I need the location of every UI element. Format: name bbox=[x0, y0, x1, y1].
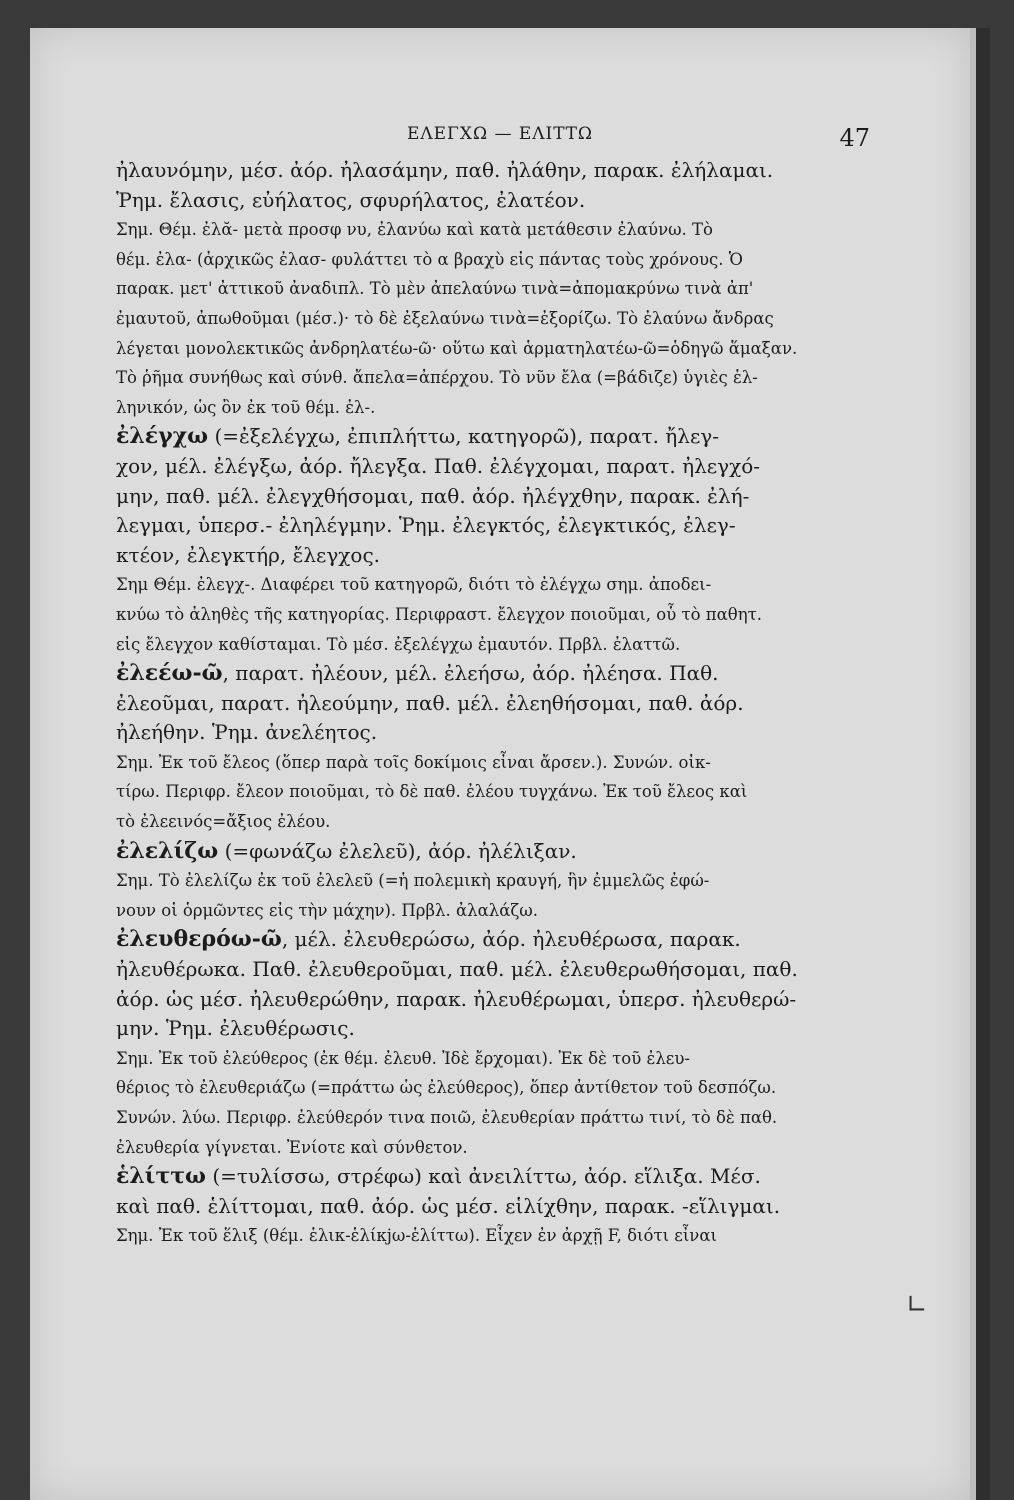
line-text: Σημ Θέμ. ἐλεγχ-. Διαφέρει τοῦ κατηγορῶ, διότι τὸ ἐλέγχω σημ. ἀποδει- bbox=[116, 575, 712, 595]
text-line bbox=[116, 1133, 886, 1163]
text-line bbox=[116, 482, 886, 512]
line-text: ληνικόν, ὡς ὂν ἐκ τοῦ θέμ. ἐλ-. bbox=[116, 397, 376, 417]
text-line bbox=[116, 1192, 886, 1222]
headword: ἐλελίζω bbox=[116, 837, 219, 864]
text-line bbox=[116, 215, 886, 245]
line-text: τὸ ἐλεεινός=ἄξιος ἐλέου. bbox=[116, 812, 331, 832]
text-line bbox=[116, 156, 886, 186]
text-line bbox=[116, 511, 886, 541]
line-text: Σημ. Ἐκ τοῦ ἔλεος (ὅπερ παρὰ τοῖς δοκίμοις εἶναι ἄρσεν.). Συνών. οἰκ- bbox=[116, 752, 711, 772]
line-text: μην, παθ. μέλ. ἐλεγχθήσομαι, παθ. ἀόρ. ἠλέγχθην, παρακ. ἐλή- bbox=[116, 483, 750, 508]
text-line bbox=[116, 748, 886, 778]
text-line bbox=[116, 837, 886, 867]
text-line bbox=[116, 689, 886, 719]
line-text: νουν οἱ ὁρμῶντες εἰς τὴν μάχην). Πρβλ. ἀλαλάζω. bbox=[116, 900, 538, 920]
headword: ἑλίττω bbox=[116, 1163, 206, 1190]
line-text: Σημ. Θέμ. ἐλᾰ- μετὰ προσφ νυ, ἐλανύω καὶ κατὰ μετάθεσιν ἐλαύνω. Τὸ bbox=[116, 220, 713, 240]
line-text: , παρατ. ἠλέουν, μέλ. ἐλεήσω, ἀόρ. ἠλέησα. Παθ. bbox=[222, 661, 719, 686]
text-line bbox=[116, 1103, 886, 1133]
text-line bbox=[116, 925, 886, 955]
text-line bbox=[116, 541, 886, 571]
line-text: ἠλαυνόμην, μέσ. ἀόρ. ἠλασάμην, παθ. ἠλάθην, παρακ. ἐλήλαμαι. bbox=[116, 158, 774, 182]
headword: ἐλεέω-ῶ bbox=[116, 660, 223, 687]
line-text: Τὸ ῥῆμα συνήθως καὶ σύνθ. ἄπελα=ἀπέρχου. Τὸ νῦν ἔλα (=βάδιζε) ὑγιὲς ἑλ- bbox=[116, 368, 758, 388]
line-text: λεγμαι, ὑπερσ.- ἐληλέγμην. Ῥημ. ἐλεγκτός, ἐλεγκτικός, ἐλεγ- bbox=[116, 513, 736, 538]
text-line bbox=[116, 245, 886, 275]
line-text: Σημ. Τὸ ἐλελίζω ἐκ τοῦ ἐλελεῦ (=ἡ πολεμικὴ κραυγή, ἣν ἐμμελῶς ἐφώ- bbox=[116, 871, 710, 891]
line-text: κτέον, ἐλεγκτήρ, ἔλεγχος. bbox=[116, 542, 381, 567]
text-line bbox=[116, 304, 886, 334]
text-line bbox=[116, 570, 886, 600]
line-text: τίρω. Περιφρ. ἔλεον ποιοῦμαι, τὸ δὲ παθ. ἐλέου τυγχάνω. Ἐκ τοῦ ἔλεος καὶ bbox=[116, 782, 748, 802]
scan-border bbox=[976, 28, 990, 1500]
line-text: Σημ. Ἐκ τοῦ ἕλιξ (θέμ. ἑλικ-ἑλίκjω-ἑλίττω). Εἶχεν ἐν ἀρχῇ F, διότι εἶναι bbox=[116, 1226, 717, 1246]
text-line bbox=[116, 630, 886, 660]
line-text: Συνών. λύω. Περιφρ. ἐλεύθερόν τινα ποιῶ, ἐλευθερίαν πράττω τινί, τὸ δὲ παθ. bbox=[116, 1108, 778, 1127]
line-text: Ῥημ. ἔλασις, εὐήλατος, σφυρήλατος, ἐλατέον. bbox=[116, 187, 586, 212]
line-text: χον, μέλ. ἐλέγξω, ἀόρ. ἤλεγξα. Παθ. ἐλέγχομαι, παρατ. ἠλεγχό- bbox=[116, 453, 761, 478]
text-line bbox=[116, 274, 886, 304]
line-text: ἀόρ. ὡς μέσ. ἠλευθερώθην, παρακ. ἠλευθέρωμαι, ὑπερσ. ἠλευθερώ- bbox=[116, 986, 797, 1011]
running-head: ΕΛΕΓΧΩ — ΕΛΙΤΤΩ bbox=[406, 124, 594, 144]
page-number: 47 bbox=[839, 124, 870, 152]
line-text: (=ἐξελέγχω, ἐπιπλήττω, κατηγορῶ), παρατ. ἤλεγ- bbox=[208, 424, 720, 449]
line-text: εἰς ἔλεγχον καθίσταμαι. Τὸ μέσ. ἐξελέγχω ἐμαυτόν. Πρβλ. ἐλαττῶ. bbox=[116, 634, 681, 654]
text-line bbox=[116, 1044, 886, 1074]
headword: ἐλευθερόω-ῶ bbox=[116, 926, 282, 953]
text-line bbox=[116, 600, 886, 630]
line-text: (=τυλίσσω, στρέφω) καὶ ἀνειλίττω, ἀόρ. εἵλιξα. Μέσ. bbox=[206, 1164, 761, 1189]
line-text: παρακ. μετ' ἀττικοῦ ἀναδιπλ. Τὸ μὲν ἀπελαύνω τινὰ=ἀπομακρύνω τινὰ ἀπ' bbox=[116, 279, 754, 299]
text-line bbox=[116, 896, 886, 926]
line-text: (=φωνάζω ἐλελεῦ), ἀόρ. ἠλέλιξαν. bbox=[218, 838, 577, 863]
line-text: καὶ παθ. ἑλίττομαι, παθ. ἀόρ. ὡς μέσ. εἱλίχθην, παρακ. -εἵλιγμαι. bbox=[116, 1193, 781, 1218]
page-text bbox=[116, 156, 886, 1251]
headword: ἐλέγχω bbox=[116, 423, 209, 450]
line-text: ἠλευθέρωκα. Παθ. ἐλευθεροῦμαι, παθ. μέλ. ἐλευθερωθήσομαι, παθ. bbox=[116, 957, 798, 982]
line-text: ἐλεοῦμαι, παρατ. ἠλεούμην, παθ. μέλ. ἐλεηθήσομαι, παθ. ἀόρ. bbox=[116, 690, 744, 715]
margin-mark: ∟ bbox=[906, 1290, 928, 1320]
text-line bbox=[116, 1073, 886, 1103]
text-line bbox=[116, 777, 886, 807]
text-line bbox=[116, 186, 886, 216]
line-text: ἠλεήθην. Ῥημ. ἀνελέητος. bbox=[116, 720, 378, 745]
text-line bbox=[116, 422, 886, 452]
text-line bbox=[116, 718, 886, 748]
text-line bbox=[116, 334, 886, 364]
text-line bbox=[116, 363, 886, 393]
text-line bbox=[116, 393, 886, 423]
line-text: , μέλ. ἐλευθερώσω, ἀόρ. ἠλευθέρωσα, παρακ. bbox=[281, 927, 741, 952]
text-line bbox=[116, 1014, 886, 1044]
line-text: θέριος τὸ ἐλευθεριάζω (=πράττω ὡς ἐλεύθερος), ὅπερ ἀντίθετον τοῦ δεσπόζω. bbox=[116, 1078, 777, 1098]
line-text: θέμ. ἐλα- (ἀρχικῶς ἐλασ- φυλάττει τὸ α βραχὺ εἰς πάντας τοὺς χρόνους. Ὁ bbox=[116, 249, 743, 269]
line-text: κνύω τὸ ἀληθὲς τῆς κατηγορίας. Περιφραστ. ἔλεγχον ποιοῦμαι, οὗ τὸ παθητ. bbox=[116, 604, 762, 624]
text-line bbox=[116, 452, 886, 482]
text-line bbox=[116, 985, 886, 1015]
line-text: Σημ. Ἐκ τοῦ ἐλεύθερος (ἐκ θέμ. ἐλευθ. Ἰδὲ ἔρχομαι). Ἐκ δὲ τοῦ ἐλευ- bbox=[116, 1048, 690, 1068]
text-line bbox=[116, 1221, 886, 1251]
text-line bbox=[116, 807, 886, 837]
line-text: ἐλευθερία γίγνεται. Ἐνίοτε καὶ σύνθετον. bbox=[116, 1137, 468, 1157]
line-text: λέγεται μονολεκτικῶς ἀνδρηλατέω-ῶ· οὕτω καὶ ἁρματηλατέω-ῶ=ὁδηγῶ ἅμαξαν. bbox=[116, 338, 798, 358]
text-line bbox=[116, 1162, 886, 1192]
line-text: μην. Ῥημ. ἐλευθέρωσις. bbox=[116, 1016, 355, 1041]
line-text: ἐμαυτοῦ, ἀπωθοῦμαι (μέσ.)· τὸ δὲ ἐξελαύνω τινὰ=ἐξορίζω. Τὸ ἐλαύνω ἄνδρας bbox=[116, 308, 774, 328]
text-line bbox=[116, 866, 886, 896]
text-line bbox=[116, 955, 886, 985]
text-line bbox=[116, 659, 886, 689]
book-page bbox=[30, 28, 970, 1500]
